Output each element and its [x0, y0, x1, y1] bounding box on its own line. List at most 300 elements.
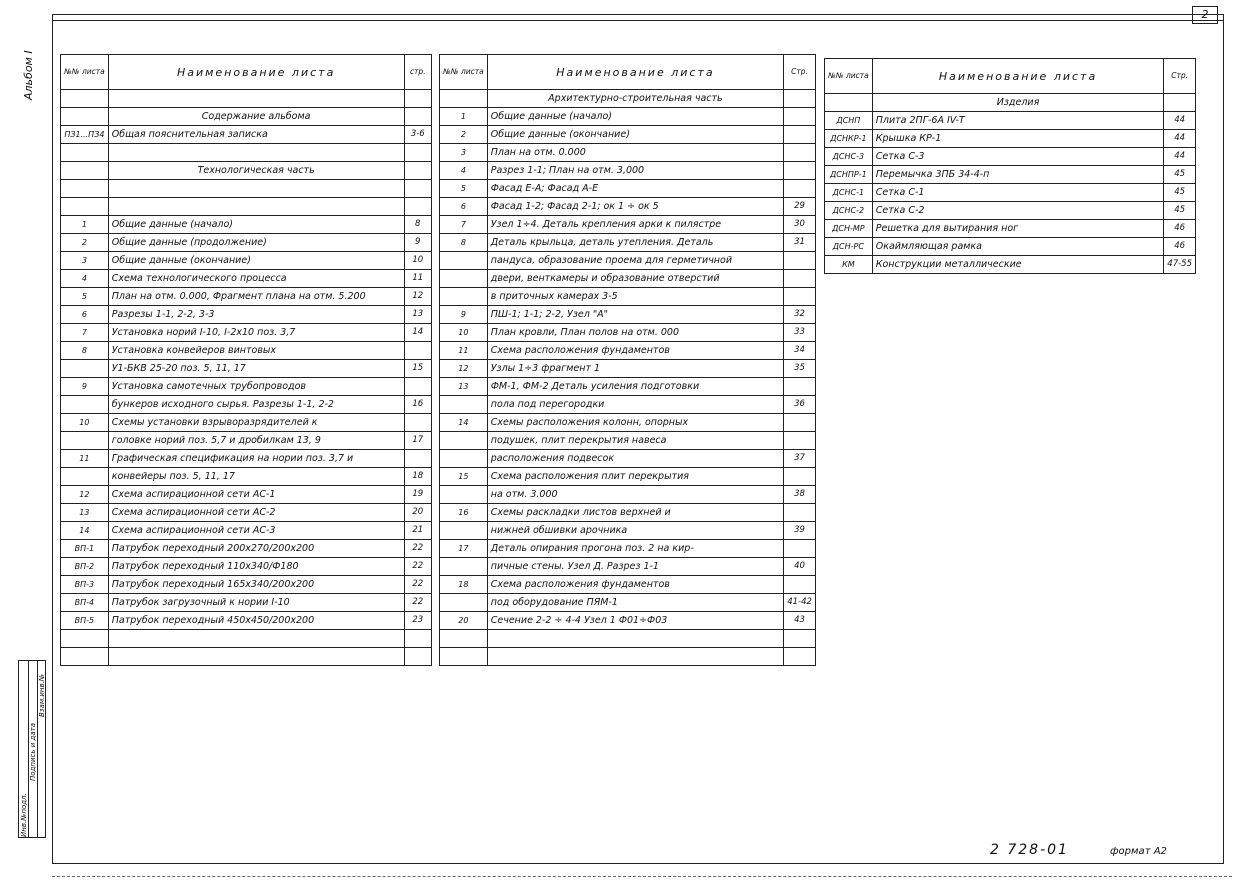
sheet-number-cell [61, 630, 109, 648]
table-row [825, 166, 1196, 184]
table-row [825, 184, 1196, 202]
approval-stamp [18, 660, 46, 838]
sheet-number-cell: 1 [61, 216, 109, 234]
sheet-name-cell: Схема расположения фундаментов [487, 576, 783, 594]
table-row [440, 288, 816, 306]
sheet-name-cell: ФМ-1, ФМ-2 Деталь усиления подготовки [487, 378, 783, 396]
table-row [440, 648, 816, 666]
table-row [61, 504, 432, 522]
contents-table-1 [60, 54, 432, 666]
sheet-number-cell: 3 [61, 252, 109, 270]
sheet-name-cell: Установка самотечных трубопроводов [108, 378, 404, 396]
sheet-name-cell: Общие данные (начало) [108, 216, 404, 234]
table-row [440, 90, 816, 108]
sheet-number-cell [61, 90, 109, 108]
sheet-name-cell [108, 90, 404, 108]
sheet-number-cell: 6 [61, 306, 109, 324]
page-cell: 44 [1164, 130, 1196, 148]
table-row [440, 558, 816, 576]
table-row [61, 234, 432, 252]
table-row [440, 216, 816, 234]
sheet-name-cell: Узел 1÷4. Деталь крепления арки к пилястре [487, 216, 783, 234]
page-cell: 20 [404, 504, 431, 522]
table-row [825, 256, 1196, 274]
header-sheet-number: №№ листа [440, 55, 488, 90]
sheet-number-cell: ДСНС-2 [825, 202, 873, 220]
sheet-number-cell: ДСН-РС [825, 238, 873, 256]
sheet-name-cell: Патрубок переходный 165x340/200x200 [108, 576, 404, 594]
page-cell [1164, 94, 1196, 112]
sheet-number-cell: 9 [440, 306, 488, 324]
page-cell: 13 [404, 306, 431, 324]
sheet-name-cell: под оборудование ПЯМ-1 [487, 594, 783, 612]
sheet-number-cell: 14 [61, 522, 109, 540]
page-cell: 44 [1164, 112, 1196, 130]
table-row [440, 612, 816, 630]
sheet-name-cell: Фасад 1-2; Фасад 2-1; ок 1 ÷ ок 5 [487, 198, 783, 216]
sheet-number-cell [440, 486, 488, 504]
table-row [440, 378, 816, 396]
page-cell [784, 540, 816, 558]
sheet-number-cell: КМ [825, 256, 873, 274]
table-row [61, 630, 432, 648]
page-cell: 22 [404, 540, 431, 558]
table-row [440, 198, 816, 216]
sheet-number-cell: 1 [440, 108, 488, 126]
table-row [440, 522, 816, 540]
table-header-row [825, 59, 1196, 94]
sheet-number-cell: ВП-5 [61, 612, 109, 630]
sheet-number-cell [440, 558, 488, 576]
sheet-number-cell: ПЗ1...ПЗ4 [61, 126, 109, 144]
sheet-number-cell: 6 [440, 198, 488, 216]
sheet-name-cell: Разрез 1-1; План на отм. 3,000 [487, 162, 783, 180]
header-page: Стр. [1164, 59, 1196, 94]
format-label: формат А2 [1110, 846, 1167, 857]
table-row [61, 414, 432, 432]
sheet-number-cell: 17 [440, 540, 488, 558]
sheet-number-cell [440, 432, 488, 450]
sheet-name-cell: Общие данные (продолжение) [108, 234, 404, 252]
page-cell: 47-55 [1164, 256, 1196, 274]
table-row [825, 238, 1196, 256]
table-row [61, 180, 432, 198]
page-cell [784, 162, 816, 180]
page-cell: 31 [784, 234, 816, 252]
sheet-number-cell [61, 162, 109, 180]
sheet-name-cell [108, 630, 404, 648]
sheet-name-cell [108, 648, 404, 666]
sheet-number-cell: 11 [61, 450, 109, 468]
sheet-name-cell: У1-БКВ 25-20 поз. 5, 11, 17 [108, 360, 404, 378]
table-row [440, 234, 816, 252]
table-row [440, 108, 816, 126]
page-cell: 43 [784, 612, 816, 630]
table-row [440, 324, 816, 342]
table-row [825, 148, 1196, 166]
table-row [61, 288, 432, 306]
page-cell: 39 [784, 522, 816, 540]
sheet-number-cell [61, 396, 109, 414]
sheet-name-cell: Патрубок переходный 110x340/Ф180 [108, 558, 404, 576]
sheet-number-cell: ВП-2 [61, 558, 109, 576]
sheet-number-cell: 14 [440, 414, 488, 432]
table-row [825, 130, 1196, 148]
table-row [61, 144, 432, 162]
page-cell [404, 144, 431, 162]
sheet-number-cell: 12 [440, 360, 488, 378]
header-sheet-name: Наименование листа [108, 55, 404, 90]
sheet-number-cell: 8 [440, 234, 488, 252]
table-row [61, 270, 432, 288]
page-cell [784, 414, 816, 432]
table-row [61, 126, 432, 144]
sheet-name-cell: Сетка С-2 [872, 202, 1164, 220]
page-cell: 8 [404, 216, 431, 234]
page-cell [784, 144, 816, 162]
sheet-name-cell: План на отм. 0.000, Фрагмент плана на отм. 5.200 [108, 288, 404, 306]
page-cell: 11 [404, 270, 431, 288]
page-cell: 22 [404, 558, 431, 576]
page-cell: 15 [404, 360, 431, 378]
table-row [440, 306, 816, 324]
page-cell: 45 [1164, 166, 1196, 184]
sheet-name-cell: Схема аспирационной сети АС-2 [108, 504, 404, 522]
sheet-name-cell [108, 198, 404, 216]
sheet-name-cell: Плита 2ПГ-6А IV-Т [872, 112, 1164, 130]
sheet-number-cell [440, 648, 488, 666]
page-cell: 37 [784, 450, 816, 468]
sheet-name-cell: Деталь опирания прогона поз. 2 на кир- [487, 540, 783, 558]
sheet-name-cell: План кровли, План полов на отм. 000 [487, 324, 783, 342]
sheet-name-cell: Сетка С-1 [872, 184, 1164, 202]
contents-table-2 [439, 54, 816, 666]
page-cell: 22 [404, 576, 431, 594]
table-row [61, 324, 432, 342]
page-cell: 21 [404, 522, 431, 540]
sheet-name-cell [108, 144, 404, 162]
header-sheet-name: Наименование листа [487, 55, 783, 90]
document-code: 2 728-01 [990, 842, 1069, 858]
stamp-signature-label: Подпись и дата [29, 723, 37, 781]
sheet-number-cell: 7 [440, 216, 488, 234]
table-row [61, 558, 432, 576]
sheet-name-cell: Графическая спецификация на нории поз. 3,7 и [108, 450, 404, 468]
album-label: Альбом I [22, 50, 35, 100]
sheet-number-cell [61, 432, 109, 450]
sheet-name-cell: Патрубок переходный 450x450/200x200 [108, 612, 404, 630]
page-cell [404, 90, 431, 108]
sheet-number-cell: 4 [440, 162, 488, 180]
sheet-name-cell: на отм. 3.000 [487, 486, 783, 504]
contents-table-3 [824, 58, 1196, 274]
page-cell [404, 414, 431, 432]
table-row [440, 594, 816, 612]
sheet-name-cell: ПШ-1; 1-1; 2-2, Узел "А" [487, 306, 783, 324]
table-header-row [440, 55, 816, 90]
page-cell [784, 288, 816, 306]
page-cell [784, 378, 816, 396]
sheet-name-cell: Изделия [872, 94, 1164, 112]
sheet-name-cell: двери, венткамеры и образование отверстий [487, 270, 783, 288]
sheet-number-cell [61, 360, 109, 378]
table-row [440, 468, 816, 486]
page-cell: 44 [1164, 148, 1196, 166]
table-row [825, 112, 1196, 130]
sheet-number-cell: ДСНП [825, 112, 873, 130]
frame-top-line [52, 20, 1224, 21]
page-cell: 46 [1164, 238, 1196, 256]
table-row [440, 486, 816, 504]
page-cell [404, 450, 431, 468]
table-row [440, 414, 816, 432]
page-cell [784, 252, 816, 270]
sheet-number-cell [61, 648, 109, 666]
table-row [61, 594, 432, 612]
sheet-name-cell: Решетка для вытирания ног [872, 220, 1164, 238]
sheet-number-cell: 4 [61, 270, 109, 288]
page-cell [784, 468, 816, 486]
sheet-name-cell: Общие данные (окончание) [487, 126, 783, 144]
table-row [61, 468, 432, 486]
sheet-name-cell: Архитектурно-строительная часть [487, 90, 783, 108]
sheet-number-cell: 9 [61, 378, 109, 396]
page-cell: 9 [404, 234, 431, 252]
sheet-name-cell: пола под перегородки [487, 396, 783, 414]
table-row [61, 648, 432, 666]
sheet-number-cell [440, 396, 488, 414]
table-row [440, 342, 816, 360]
table-row [61, 108, 432, 126]
sheet-number-cell [440, 288, 488, 306]
table-row [61, 540, 432, 558]
page-cell: 16 [404, 396, 431, 414]
page-cell [404, 648, 431, 666]
sheet-number-cell: ДСНКР-1 [825, 130, 873, 148]
table-row [825, 202, 1196, 220]
table-row [825, 94, 1196, 112]
sheet-name-cell: Технологическая часть [108, 162, 404, 180]
sheet-name-cell: бункеров исходного сырья. Разрезы 1-1, 2-2 [108, 396, 404, 414]
sheet-number-cell [440, 522, 488, 540]
sheet-number-cell: 3 [440, 144, 488, 162]
page-cell [784, 576, 816, 594]
sheet-name-cell: головке норий поз. 5,7 и дробилкам 13, 9 [108, 432, 404, 450]
sheet-number-cell: 11 [440, 342, 488, 360]
table-row [61, 90, 432, 108]
page-cell: 40 [784, 558, 816, 576]
sheet-name-cell: Схемы установки взрыворазрядителей к [108, 414, 404, 432]
table-row [61, 612, 432, 630]
sheet-name-cell: Схема аспирационной сети АС-1 [108, 486, 404, 504]
sheet-name-cell: Фасад Е-А; Фасад А-Е [487, 180, 783, 198]
sheet-number-cell: 10 [440, 324, 488, 342]
trim-line [52, 876, 1232, 877]
sheet-number-cell [440, 90, 488, 108]
header-page: Стр. [784, 55, 816, 90]
sheet-number-cell: 8 [61, 342, 109, 360]
sheet-number: 2 [1192, 6, 1218, 24]
sheet-number-cell [61, 198, 109, 216]
sheet-name-cell: Конструкции металлические [872, 256, 1164, 274]
sheet-name-cell: нижней обшивки арочника [487, 522, 783, 540]
sheet-name-cell: Схемы раскладки листов верхней и [487, 504, 783, 522]
sheet-name-cell: Установка конвейеров винтовых [108, 342, 404, 360]
sheet-name-cell [487, 648, 783, 666]
sheet-name-cell: Схема расположения фундаментов [487, 342, 783, 360]
page-cell [784, 126, 816, 144]
page-cell: 23 [404, 612, 431, 630]
sheet-name-cell: Патрубок переходный 200x270/200x200 [108, 540, 404, 558]
sheet-number-cell: ДСНС-3 [825, 148, 873, 166]
sheet-name-cell: Перемычка 3ПБ 34-4-п [872, 166, 1164, 184]
sheet-number-cell: ВП-1 [61, 540, 109, 558]
table-row [61, 360, 432, 378]
table-row [440, 180, 816, 198]
sheet-number-cell: 2 [61, 234, 109, 252]
sheet-name-cell: Узлы 1÷3 фрагмент 1 [487, 360, 783, 378]
table-row [440, 432, 816, 450]
table-row [440, 360, 816, 378]
table-row [61, 396, 432, 414]
page-cell [784, 180, 816, 198]
page-cell [404, 162, 431, 180]
sheet-name-cell: План на отм. 0.000 [487, 144, 783, 162]
table-row [61, 378, 432, 396]
page-cell: 12 [404, 288, 431, 306]
page-cell: 17 [404, 432, 431, 450]
sheet-name-cell: Сечение 2-2 ÷ 4-4 Узел 1 Ф01÷Ф03 [487, 612, 783, 630]
sheet-number-cell [61, 144, 109, 162]
sheet-number-cell [61, 468, 109, 486]
sheet-name-cell: Схема технологического процесса [108, 270, 404, 288]
table-row [61, 522, 432, 540]
header-sheet-name: Наименование листа [872, 59, 1164, 94]
sheet-number-cell [440, 270, 488, 288]
page-cell: 45 [1164, 184, 1196, 202]
sheet-number-cell: ДСНПР-1 [825, 166, 873, 184]
sheet-name-cell: расположения подвесок [487, 450, 783, 468]
page-cell [404, 378, 431, 396]
sheet-number-cell: 13 [61, 504, 109, 522]
sheet-number-cell [825, 94, 873, 112]
sheet-number-cell: ВП-4 [61, 594, 109, 612]
sheet-name-cell: в приточных камерах 3-5 [487, 288, 783, 306]
page-cell [784, 270, 816, 288]
table-row [440, 252, 816, 270]
sheet-name-cell: Крышка КР-1 [872, 130, 1164, 148]
page-cell: 3-6 [404, 126, 431, 144]
page-cell: 19 [404, 486, 431, 504]
sheet-name-cell: конвейеры поз. 5, 11, 17 [108, 468, 404, 486]
table-row [440, 540, 816, 558]
sheet-number-cell: 7 [61, 324, 109, 342]
sheet-number-cell: 5 [61, 288, 109, 306]
sheet-name-cell: Сетка С-3 [872, 148, 1164, 166]
page-cell [404, 342, 431, 360]
table-row [440, 396, 816, 414]
table-row [825, 220, 1196, 238]
table-row [61, 486, 432, 504]
sheet-name-cell: Содержание альбома [108, 108, 404, 126]
table-row [61, 198, 432, 216]
page-cell: 10 [404, 252, 431, 270]
table-row [440, 576, 816, 594]
header-sheet-number: №№ листа [61, 55, 109, 90]
header-page: стр. [404, 55, 431, 90]
page-cell: 29 [784, 198, 816, 216]
sheet-name-cell: Разрезы 1-1, 2-2, 3-3 [108, 306, 404, 324]
page-cell: 34 [784, 342, 816, 360]
page-cell: 41-42 [784, 594, 816, 612]
page-cell [784, 648, 816, 666]
table-row [61, 252, 432, 270]
header-sheet-number: №№ листа [825, 59, 873, 94]
sheet-number-cell [440, 594, 488, 612]
table-row [61, 216, 432, 234]
stamp-inventory-label: Инв.№подл. [20, 793, 28, 837]
sheet-name-cell: Общие данные (окончание) [108, 252, 404, 270]
page-cell [784, 90, 816, 108]
page-cell: 46 [1164, 220, 1196, 238]
table-row [440, 126, 816, 144]
sheet-number-cell: 2 [440, 126, 488, 144]
page-cell [784, 432, 816, 450]
sheet-number-cell: 20 [440, 612, 488, 630]
sheet-name-cell: пичные стены. Узел Д. Разрез 1-1 [487, 558, 783, 576]
page-cell: 35 [784, 360, 816, 378]
sheet-number-cell: 15 [440, 468, 488, 486]
page-cell [404, 180, 431, 198]
table-row [440, 270, 816, 288]
sheet-number-cell: 5 [440, 180, 488, 198]
page-cell: 36 [784, 396, 816, 414]
sheet-number-cell [61, 108, 109, 126]
sheet-name-cell [487, 630, 783, 648]
sheet-number-cell: 18 [440, 576, 488, 594]
page-cell [784, 108, 816, 126]
page-cell: 22 [404, 594, 431, 612]
table-header-row [61, 55, 432, 90]
sheet-name-cell: Общая пояснительная записка [108, 126, 404, 144]
sheet-number-cell: ДСН-МР [825, 220, 873, 238]
table-row [61, 306, 432, 324]
table-row [61, 576, 432, 594]
sheet-number-cell [61, 180, 109, 198]
sheet-number-cell [440, 630, 488, 648]
sheet-name-cell: Общие данные (начало) [487, 108, 783, 126]
sheet-name-cell: Патрубок загрузочный к нории I-10 [108, 594, 404, 612]
sheet-number-cell: 16 [440, 504, 488, 522]
sheet-number-cell: 12 [61, 486, 109, 504]
sheet-name-cell: подушек, плит перекрытия навеса [487, 432, 783, 450]
sheet-number-cell [440, 252, 488, 270]
table-row [61, 162, 432, 180]
sheet-number-cell: ВП-3 [61, 576, 109, 594]
sheet-number-cell [440, 450, 488, 468]
table-row [440, 144, 816, 162]
sheet-name-cell [108, 180, 404, 198]
page-cell: 33 [784, 324, 816, 342]
sheet-name-cell: Окаймляющая рамка [872, 238, 1164, 256]
table-row [440, 630, 816, 648]
sheet-name-cell: Установка норий I-10, I-2x10 поз. 3,7 [108, 324, 404, 342]
sheet-name-cell: Деталь крыльца, деталь утепления. Деталь [487, 234, 783, 252]
table-row [440, 504, 816, 522]
sheet-number-cell: 13 [440, 378, 488, 396]
table-row [61, 450, 432, 468]
page-cell: 14 [404, 324, 431, 342]
